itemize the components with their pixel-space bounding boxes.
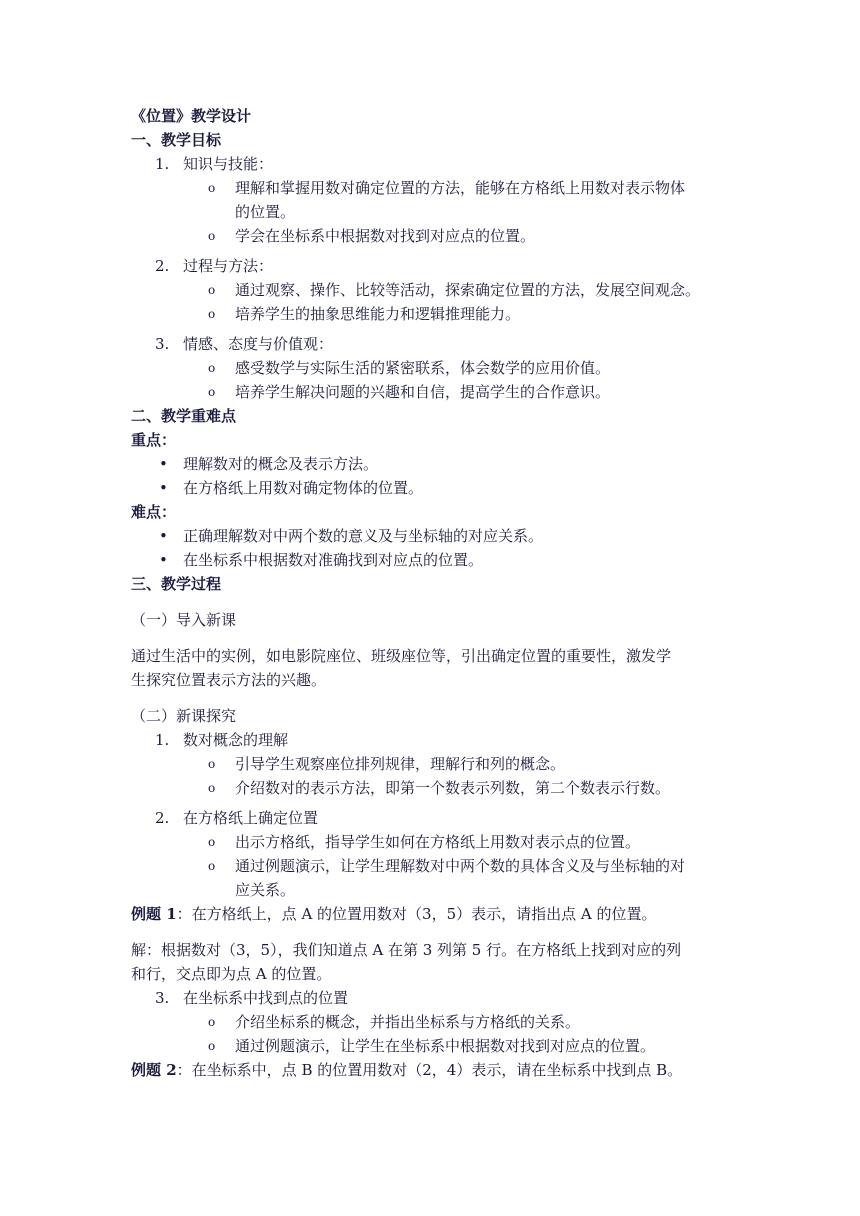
sub-item: o 学会在坐标系中根据数对找到对应点的位置。 [131, 224, 731, 248]
difficult-points-label: 难点： [131, 503, 177, 521]
list-number: 1. [155, 731, 170, 749]
explore-item-2: 2. 在方格纸上确定位置 [131, 806, 731, 830]
list-number: 1. [155, 155, 170, 173]
document-title: 《位置》教学设计 [131, 107, 252, 125]
sub-item: o 通过例题演示，让学生在坐标系中根据数对找到对应点的位置。 [131, 1034, 731, 1058]
sub-item: o 引导学生观察座位排列规律，理解行和列的概念。 [131, 752, 731, 776]
section-heading-objectives: 一、教学目标 [131, 131, 222, 149]
part-title-intro: （一）导入新课 [131, 611, 237, 629]
circle-bullet-icon: o [208, 835, 216, 849]
example-label: 例题 1 [131, 905, 177, 923]
circle-bullet-icon: o [208, 181, 216, 195]
sub-item: o 通过观察、操作、比较等活动，探索确定位置的方法，发展空间观念。 [131, 278, 731, 302]
document-body [131, 104, 731, 1082]
explore-item-3: 3. 在坐标系中找到点的位置 [131, 986, 731, 1010]
sub-item: o 理解和掌握用数对确定位置的方法，能够在方格纸上用数对表示物体 [131, 176, 731, 200]
list-number: 2. [155, 257, 170, 275]
circle-bullet-icon: o [208, 1015, 216, 1029]
list-number: 2. [155, 809, 170, 827]
list-item: • 理解数对的概念及表示方法。 [131, 452, 731, 476]
bullet-icon: • [159, 479, 168, 497]
sub-item: o 培养学生解决问题的兴趣和自信，提高学生的合作意识。 [131, 380, 731, 404]
circle-bullet-icon: o [208, 361, 216, 375]
circle-bullet-icon: o [208, 757, 216, 771]
section-heading-process: 三、教学过程 [131, 575, 222, 593]
list-item: • 在方格纸上用数对确定物体的位置。 [131, 476, 731, 500]
bullet-icon: • [159, 551, 168, 569]
section-heading-key-points: 二、教学重难点 [131, 407, 237, 425]
list-item: • 正确理解数对中两个数的意义及与坐标轴的对应关系。 [131, 524, 731, 548]
sub-item: o 通过例题演示，让学生理解数对中两个数的具体含义及与坐标轴的对 [131, 854, 731, 878]
bullet-icon: • [159, 527, 168, 545]
sub-item: o 介绍坐标系的概念，并指出坐标系与方格纸的关系。 [131, 1010, 731, 1034]
sub-item: o 感受数学与实际生活的紧密联系，体会数学的应用价值。 [131, 356, 731, 380]
objective-item-3 [131, 332, 731, 356]
part-title-explore: （二）新课探究 [131, 707, 237, 725]
objective-label: 过程与方法： [183, 257, 274, 275]
sub-item-continuation: 应关系。 [235, 881, 296, 899]
solution-1: 解：根据数对（3，5），我们知道点 A 在第 3 列第 5 行。在方格纸上找到对应的列 和行，交点即为点 A 的位置。 [131, 941, 682, 983]
explore-item-1: 1. 数对概念的理解 [131, 728, 731, 752]
objective-label: 情感、态度与价值观： [183, 335, 334, 353]
example-2: 例题 2：在坐标系中，点 B 的位置用数对（2，4）表示，请在坐标系中找到点 B。 [131, 1061, 683, 1079]
example-1: 例题 1：在方格纸上，点 A 的位置用数对（3，5）表示，请指出点 A 的位置。 [131, 905, 657, 923]
sub-item: o 介绍数对的表示方法，即第一个数表示列数，第二个数表示行数。 [131, 776, 731, 800]
sub-item: o 出示方格纸，指导学生如何在方格纸上用数对表示点的位置。 [131, 830, 731, 854]
key-points-label: 重点： [131, 431, 177, 449]
bullet-icon: • [159, 455, 168, 473]
circle-bullet-icon: o [208, 781, 216, 795]
intro-paragraph: 通过生活中的实例，如电影院座位、班级座位等，引出确定位置的重要性，激发学 生探究位置表示方法的兴趣。 [131, 647, 672, 689]
objective-item-2 [131, 254, 731, 278]
circle-bullet-icon: o [208, 385, 216, 399]
circle-bullet-icon: o [208, 283, 216, 297]
sub-item-continuation: 的位置。 [235, 203, 296, 221]
example-label: 例题 2 [131, 1061, 177, 1079]
circle-bullet-icon: o [208, 859, 216, 873]
circle-bullet-icon: o [208, 1039, 216, 1053]
circle-bullet-icon: o [208, 229, 216, 243]
objective-label: 知识与技能： [183, 155, 274, 173]
objective-item-1 [131, 152, 731, 176]
sub-item: o 培养学生的抽象思维能力和逻辑推理能力。 [131, 302, 731, 326]
list-number: 3. [155, 335, 170, 353]
list-number: 3. [155, 989, 170, 1007]
list-item: • 在坐标系中根据数对准确找到对应点的位置。 [131, 548, 731, 572]
circle-bullet-icon: o [208, 307, 216, 321]
